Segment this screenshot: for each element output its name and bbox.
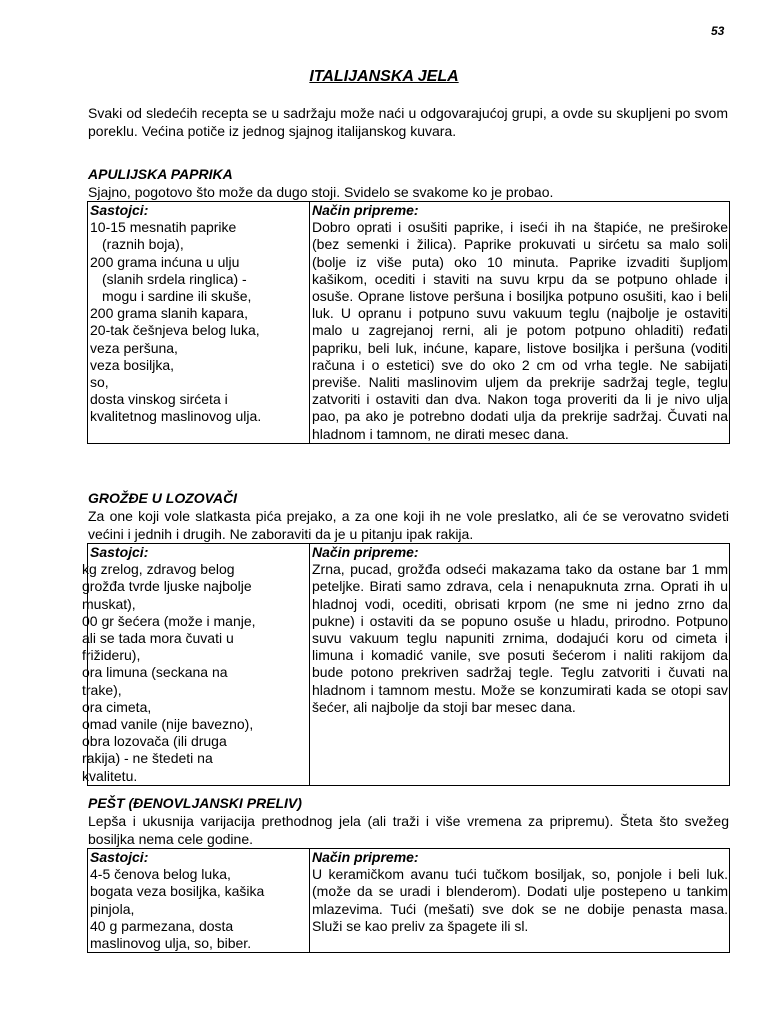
ingredient-line: ora limuna (seckana na xyxy=(82,664,228,681)
ingredient-line: mogu i sardine ili skuše, xyxy=(102,288,252,305)
ingredient-line: frižideru), xyxy=(82,647,141,664)
ingredient-line: ali se tada mora čuvati u xyxy=(82,630,234,647)
recipe-apulijska-paprika xyxy=(87,165,729,444)
preparation-text: Zrna, pucad, grožđa odseći makazama tako da ostane bar 1 mm peteljke. Birati samo zdrava, cela i nenapuknuta zrna. Oprati ih u hladnoj vodi, ocediti, obrisati krpom (ne sme ni jedno zrno da pukne) i ostaviti da se popuno osuše u hladu, prirodno. Potpuno suvu vakuum teglu napuniti zrnima, dodajući koru od cimeta i limuna i komadić vanile, sve posuti šećerom i naliti rakijom da bude potono prekriven sadržaj tegle. Teglu zatvoriti i čuvati na hladnom i tamnom mestu. Može se konzumirati kada se otopi sav šećer, ali najbolje da stoji bar mesec dana. xyxy=(312,561,728,715)
recipe-grozdje-u-lozovaci xyxy=(82,489,729,786)
recipe-table xyxy=(87,201,730,444)
ingredient-line: rakija) - ne štedeti na xyxy=(82,750,213,767)
ingredient-line: trake), xyxy=(82,681,122,698)
ingredient-line: veza bosiljka, xyxy=(90,356,175,373)
ingredient-line: omad vanile (nije bavezno), xyxy=(82,716,254,733)
ingredient-line: 200 grama inćuna u ulju xyxy=(90,253,240,270)
recipe-description: Sjajno, pogotovo što može da dugo stoji. Svidelo se svakome ko je probao. xyxy=(88,184,554,200)
ingredient-line: 10-15 mesnatih paprike xyxy=(90,219,237,236)
ingredient-line: muskat), xyxy=(82,595,136,612)
ingredient-line: bogata veza bosiljka, kašika xyxy=(90,883,265,900)
ingredients-cell xyxy=(88,202,310,444)
preparation-text: Dobro oprati i osušiti paprike, i iseći ih na štapiće, ne preširoke (bez semenki i žilica). Paprike prokuvati u sirćetu sa malo soli (bolje iz više puta) oko 10 minuta. Paprike izvaditi šupljom kašikom, ocediti i staviti na suvu krpu da se potpuno ohlade i osuše. Oprane listove peršuna i bosiljka potpuno osušiti, kao i beli luk. U opranu i potpuno suvu vakuum teglu (najbolje je ostaviti malo u zagrejanoj rerni, ali je potom potpuno ohladiti) ređati papriku, beli luk, inćune, kapare, listove bosiljka i peršuna (voditi računa i o estetici) sve do oko 2 cm od vrha tegle. Ne sabijati previše. Naliti maslinovim uljem da prekrije sadržaj tegle, teglu zatvoriti i ostaviti dan dva. Nakon toga proveriti da li je nivo ulja pao, pa ako je potrebno dodati ulja da prekrije sadržaj. Čuvati na hladnom i tamnom, ne dirati mesec dana. xyxy=(312,219,728,442)
ingredient-line: maslinovog ulja, so, biber. xyxy=(90,935,252,952)
ingredients-heading: Sastojci: xyxy=(90,849,149,865)
ingredients-cell xyxy=(88,849,310,953)
ingredient-line: dosta vinskog sirćeta i xyxy=(90,391,228,408)
ingredients-cell xyxy=(82,544,310,786)
ingredient-line: (raznih boja), xyxy=(102,236,184,253)
ingredient-line: so, xyxy=(90,374,109,391)
preparation-cell xyxy=(310,849,730,953)
recipe-description: Lepša i ukusnija varijacija prethodnog jela (ali traži i više vremena za pripremu). Šteta što svežeg bosiljka nema cele godine. xyxy=(88,813,729,847)
ingredient-line: (slanih srdela ringlica) - xyxy=(102,270,247,287)
recipe-table xyxy=(87,848,730,953)
ingredients-heading: Sastojci: xyxy=(90,544,149,560)
page-number: 53 xyxy=(711,24,725,38)
recipe-description: Za one koji vole slatkasta pića prejako, a za one koji ih ne vole preslatko, ali će se verovatno svideti većini i jednih i drugih. Ne zaboraviti da je u pitanju ipak rakija. xyxy=(88,508,729,542)
ingredients-heading: Sastojci: xyxy=(90,202,149,218)
preparation-heading: Način pripreme: xyxy=(312,202,419,218)
recipe-title: GROŽĐE U LOZOVAČI xyxy=(88,490,238,506)
page-title: ITALIJANSKA JELA xyxy=(309,68,459,85)
intro-paragraph: Svaki od sledećih recepta se u sadržaju može naći u odgovarajućoj grupi, a ovde su skupljeni po svom poreklu. Većina potiče iz jednog sjajnog italijanskog kuvara. xyxy=(88,105,728,139)
preparation-heading: Način pripreme: xyxy=(312,849,419,865)
preparation-cell xyxy=(310,544,730,786)
ingredient-line: kg zrelog, zdravog belog xyxy=(82,561,235,578)
ingredient-line: 200 grama slanih kapara, xyxy=(90,305,248,322)
ingredient-line: 00 gr šećera (može i manje, xyxy=(82,612,256,629)
ingredient-line: pinjola, xyxy=(90,900,135,917)
ingredient-line: obra lozovača (ili druga xyxy=(82,733,227,750)
preparation-text: U keramičkom avanu tući tučkom bosiljak, so, ponjole i beli luk. (može da se uradi i blenderom). Dodati ulje postepeno u tankim mlazevima. Tući (mešati) sve dok se ne dobije penasta masa. Služi se kao preliv za špagete ili sl. xyxy=(312,866,728,934)
ingredient-line: kvalitetnog maslinovog ulja. xyxy=(90,408,262,425)
ingredient-line: 4-5 čenova belog luka, xyxy=(90,866,231,883)
preparation-cell xyxy=(310,202,730,444)
recipe-table xyxy=(82,543,730,786)
recipe-title: PEŠT (ĐENOVLJANSKI PRELIV) xyxy=(88,795,302,811)
ingredient-line: veza peršuna, xyxy=(90,339,178,356)
ingredient-line: ora cimeta, xyxy=(82,698,152,715)
ingredient-line: kvalitetu. xyxy=(82,767,138,784)
ingredient-line: 40 g parmezana, dosta xyxy=(90,917,234,934)
preparation-heading: Način pripreme: xyxy=(312,544,419,560)
recipe-pest-djenovljanski-preliv xyxy=(87,794,729,953)
recipe-title: APULIJSKA PAPRIKA xyxy=(88,166,233,182)
ingredient-line: grožđa tvrde ljuske najbolje xyxy=(82,578,252,595)
ingredient-line: 20-tak češnjeva belog luka, xyxy=(90,322,260,339)
